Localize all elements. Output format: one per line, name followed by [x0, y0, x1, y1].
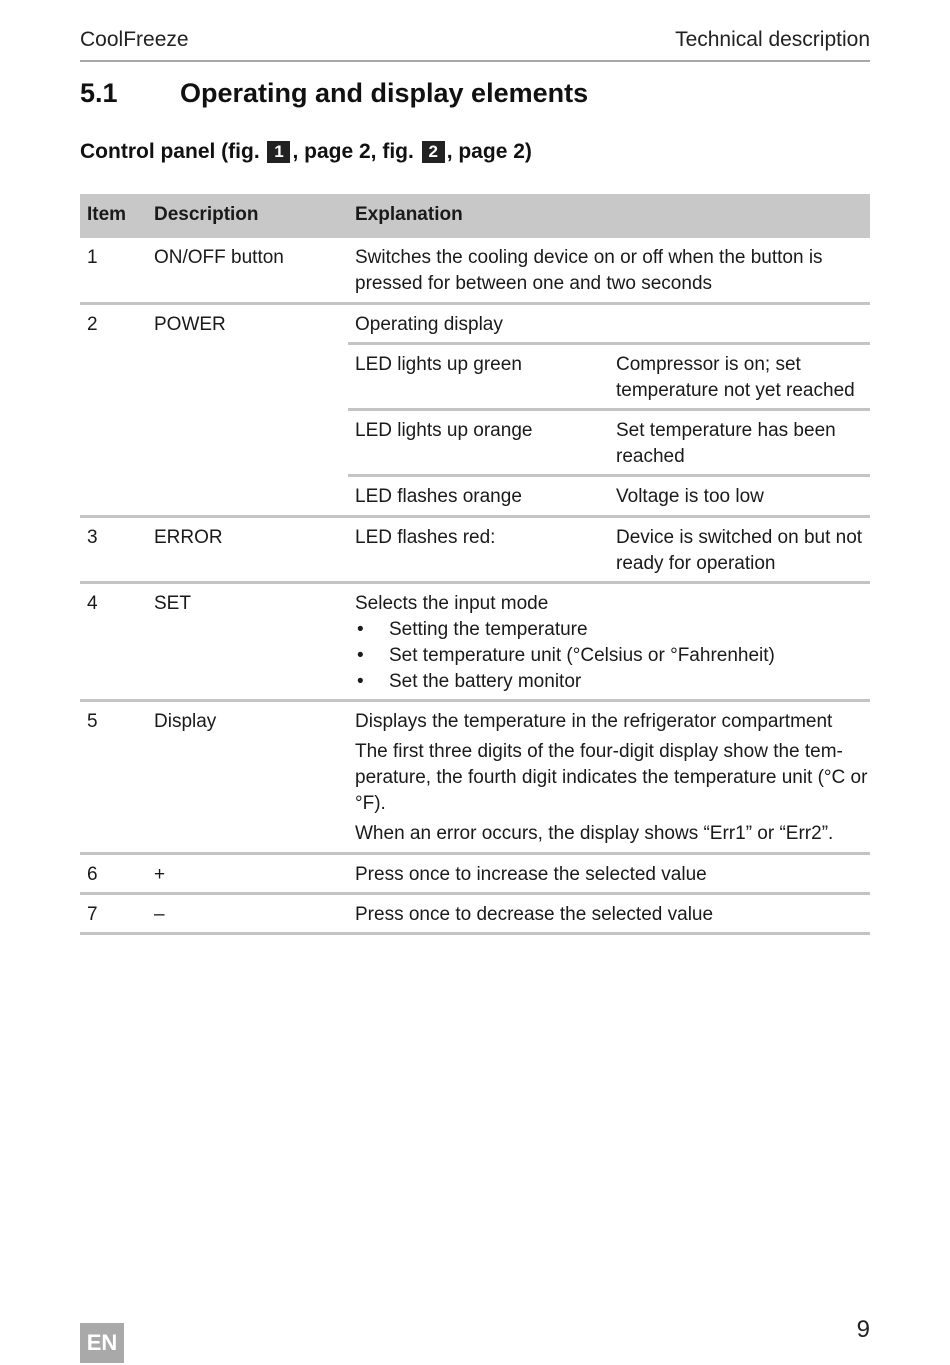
figure-2-badge: 2 [422, 141, 445, 163]
list-item [355, 643, 870, 669]
table-row [80, 305, 870, 518]
subheading-middle: , page 2, fig. [292, 140, 420, 163]
bullet-icon: • [357, 671, 364, 692]
row-explanation: Press once to increase the selected value [355, 864, 707, 885]
row-description: ERROR [154, 527, 223, 548]
explanation-paragraph: The first three digits of the four-digit display show the tem-perature, the fourth digit indicates the temperature unit (°C or °F). [355, 741, 868, 814]
led-state: LED lights up orange [355, 420, 533, 441]
list-item [355, 669, 870, 695]
header-description: Description [154, 204, 259, 225]
row-description: POWER [154, 314, 226, 335]
section-title [80, 78, 588, 109]
subheading [80, 140, 532, 164]
control-panel-table [80, 194, 870, 935]
led-meaning: Compressor is on; set temperature not yet reached [616, 354, 855, 401]
section-heading: Operating and display elements [180, 78, 589, 108]
led-meaning: Device is switched on but not ready for operation [616, 527, 863, 574]
list-item [355, 617, 870, 643]
page-number: 9 [856, 1316, 870, 1343]
row-item: 5 [87, 711, 98, 732]
explanation-intro: Selects the input mode [355, 593, 549, 614]
led-state: LED lights up green [355, 354, 522, 375]
header-product: CoolFreeze [80, 28, 189, 51]
row-description: Display [154, 711, 217, 732]
row-item: 1 [87, 247, 98, 268]
header-item: Item [87, 204, 127, 225]
row-item: 3 [87, 527, 98, 548]
subheading-suffix: , page 2) [446, 140, 532, 163]
table-row [80, 855, 870, 895]
input-mode-list [355, 617, 870, 695]
row-explanation [355, 709, 870, 851]
table-header [80, 194, 870, 238]
led-meaning: Set temperature has been reached [616, 420, 836, 467]
row-item: 6 [87, 864, 98, 885]
subheading-prefix: Control panel (fig. [80, 140, 266, 163]
explanation-paragraph: When an error occurs, the display shows “Err1” or “Err2”. [355, 823, 834, 844]
explanation-paragraph: Displays the temperature in the refrigerator compartment [355, 711, 833, 732]
table-row [80, 584, 870, 702]
row-description: SET [154, 593, 191, 614]
led-state: LED flashes red: [355, 527, 496, 548]
page-header [80, 28, 870, 62]
bullet-icon: • [357, 645, 364, 666]
row-explanation: Switches the cooling device on or off when the button is pressed for between one and two seconds [355, 247, 823, 294]
header-explanation: Explanation [355, 204, 463, 225]
language-badge: EN [80, 1323, 124, 1363]
list-item-text: Set temperature unit (°Celsius or °Fahrenheit) [389, 645, 775, 666]
figure-1-badge: 1 [267, 141, 290, 163]
table-row [80, 895, 870, 935]
led-state-row [348, 342, 870, 408]
table-row [80, 518, 870, 584]
led-state: LED flashes orange [355, 486, 522, 507]
list-item-text: Set the battery monitor [389, 671, 582, 692]
row-description: – [154, 904, 165, 925]
led-meaning: Voltage is too low [616, 486, 764, 507]
row-explanation: Press once to decrease the selected value [355, 904, 714, 925]
row-item: 2 [87, 314, 98, 335]
list-item-text: Setting the temperature [389, 619, 588, 640]
row-description: ON/OFF button [154, 247, 284, 268]
led-state-row [348, 474, 870, 515]
row-explanation [355, 591, 870, 695]
header-chapter: Technical description [675, 28, 870, 51]
row-description: + [154, 864, 166, 885]
row-item: 4 [87, 593, 98, 614]
bullet-icon: • [357, 619, 364, 640]
row-explanation: Operating display [355, 314, 503, 335]
table-row [80, 238, 870, 305]
led-state-row [348, 408, 870, 474]
row-item: 7 [87, 904, 98, 925]
section-number: 5.1 [80, 78, 118, 108]
table-row [80, 702, 870, 855]
